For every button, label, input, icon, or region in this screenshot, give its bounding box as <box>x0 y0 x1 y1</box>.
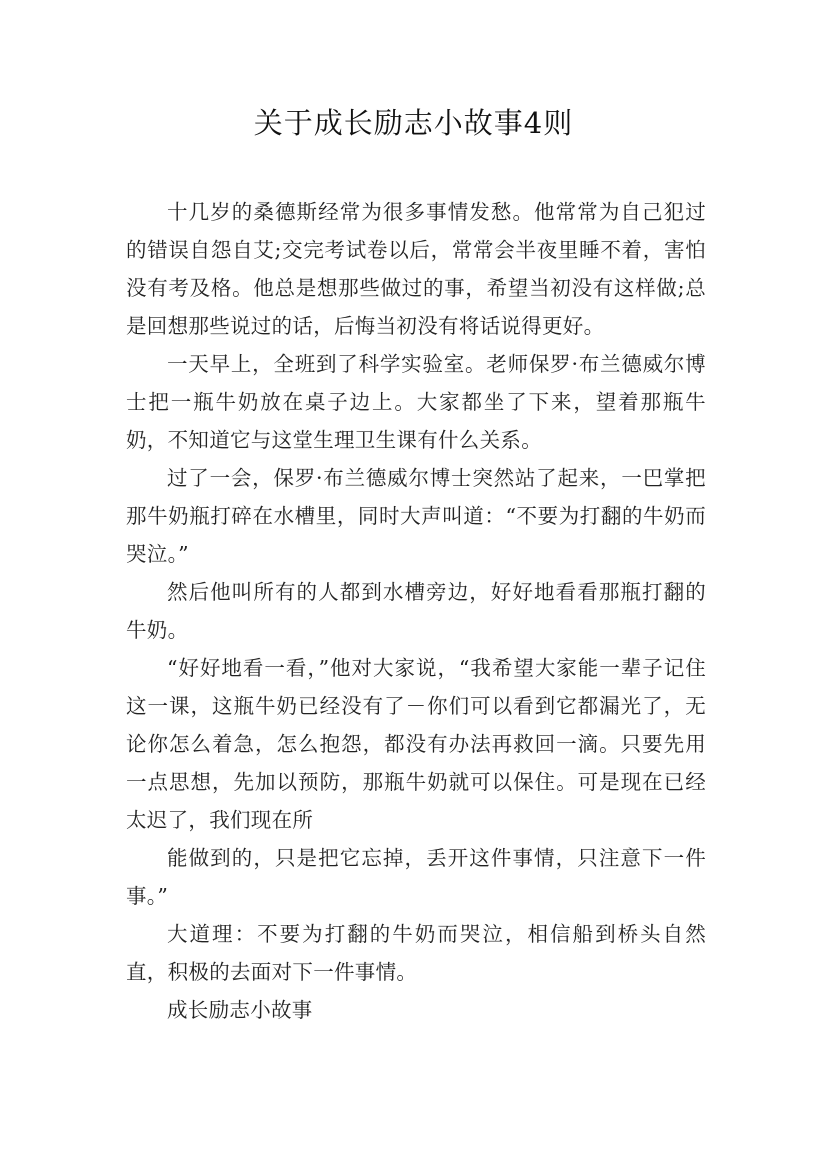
document-body <box>126 193 706 1029</box>
paragraph-1: 十几岁的桑德斯经常为很多事情发愁。他常常为自己犯过的错误自怨自艾;交完考试卷以后，常常会半夜里睡不着，害怕没有考及格。他总是想那些做过的事，希望当初没有这样做;总是回想那些说过的话，后悔当初没有将话说得更好。 <box>126 200 706 338</box>
paragraph-4: 然后他叫所有的人都到水槽旁边，好好地看看那瓶打翻的牛奶。 <box>126 580 706 642</box>
paragraph-5: “好好地看一看，”他对大家说，“我希望大家能一辈子记住这一课，这瓶牛奶已经没有了－你们可以看到它都漏光了，无论你怎么着急，怎么抱怨，都没有办法再救回一滴。只要先用一点思想，先加以预防，那瓶牛奶就可以保住。可是现在已经太迟了，我们现在所 <box>126 656 706 832</box>
paragraph-6: 能做到的，只是把它忘掉，丢开这件事情，只注意下一件事。” <box>126 846 706 908</box>
section-heading: 成长励志小故事 <box>167 998 313 1022</box>
paragraph-2: 一天早上，全班到了科学实验室。老师保罗·布兰德威尔博士把一瓶牛奶放在桌子边上。大家都坐了下来，望着那瓶牛奶，不知道它与这堂生理卫生课有什么关系。 <box>126 352 706 452</box>
paragraph-3: 过了一会，保罗·布兰德威尔博士突然站了起来，一巴掌把那牛奶瓶打碎在水槽里，同时大声叫道：“不要为打翻的牛奶而哭泣。” <box>126 466 706 566</box>
paragraph-7: 大道理：不要为打翻的牛奶而哭泣，相信船到桥头自然直，积极的去面对下一件事情。 <box>126 922 706 984</box>
document-title: 关于成长励志小故事4则 <box>253 106 574 140</box>
